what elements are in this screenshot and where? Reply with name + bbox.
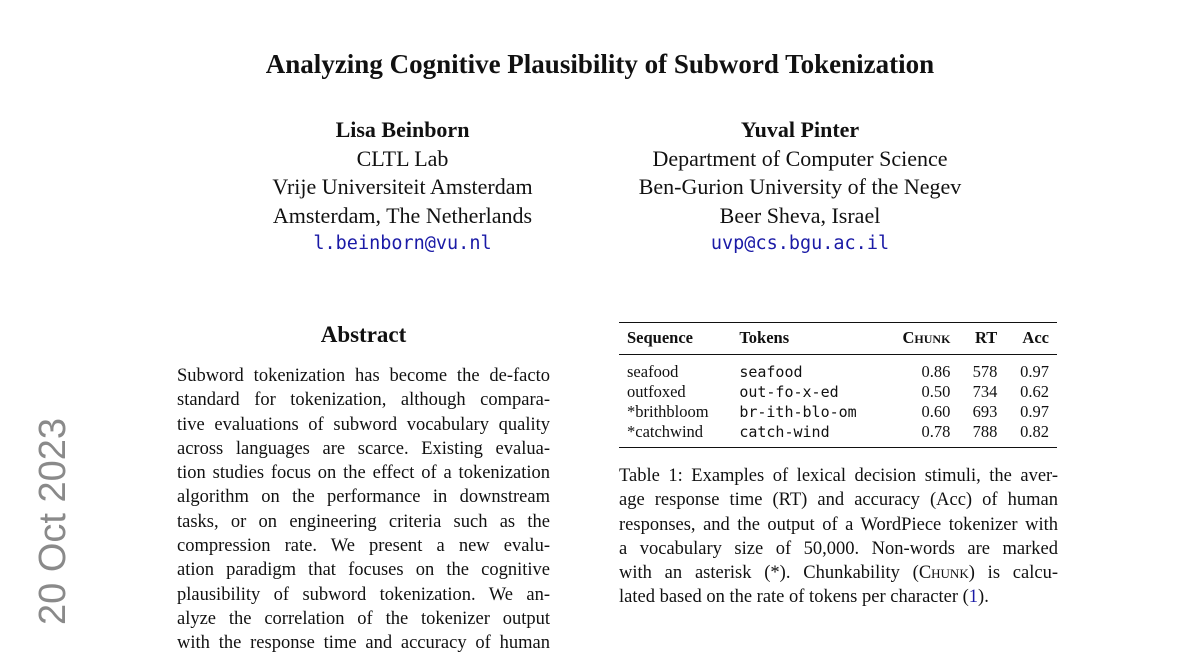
- author-block-2: [610, 116, 990, 259]
- abstract-line: alyze the correlation of the tokenizer output: [177, 608, 550, 629]
- cell-acc: 0.82: [1020, 422, 1049, 441]
- cell-chunk: 0.86: [921, 362, 951, 381]
- table-row: [619, 382, 1057, 402]
- cell-chunk: 0.50: [921, 382, 951, 401]
- caption-line: a vocabulary size of 50,000. Non-words are marked: [619, 538, 1058, 559]
- caption-text: lated based on the rate of tokens per character (: [619, 587, 969, 608]
- cell-rt: 734: [972, 382, 998, 401]
- table-header-row: [619, 323, 1057, 355]
- cell-sequence: *brithbloom: [627, 402, 709, 421]
- caption-line: Table 1: Examples of lexical decision stimuli, the aver-: [619, 466, 1058, 486]
- cell-rt: 788: [972, 422, 998, 441]
- cell-chunk: 0.78: [921, 422, 951, 441]
- header-chunk: Chunk: [902, 328, 951, 347]
- cell-tokens: seafood: [739, 363, 803, 381]
- author-email-link[interactable]: l.beinborn@vu.nl: [313, 233, 492, 254]
- abstract-body: [177, 364, 550, 656]
- cell-rt: 578: [972, 362, 998, 381]
- abstract-heading: Abstract: [320, 322, 407, 347]
- stimuli-table: [619, 322, 1057, 448]
- author-affiliation-line: Amsterdam, The Netherlands: [272, 202, 533, 228]
- cell-chunk: 0.60: [921, 402, 951, 421]
- table-row: [619, 355, 1057, 383]
- abstract-line: standard for tokenization, although compara-: [177, 390, 550, 411]
- header-sequence: Sequence: [627, 328, 693, 347]
- abstract-line: tion studies focus on the effect of a tokenization: [177, 463, 550, 484]
- abstract-line: tive evaluations of subword vocabulary quality: [177, 414, 550, 435]
- author-name: Lisa Beinborn: [335, 117, 470, 142]
- caption-line: responses, and the output of a WordPiece tokenizer with: [619, 514, 1058, 535]
- citation-link[interactable]: 1: [968, 587, 979, 608]
- abstract-line: algorithm on the performance in downstream: [177, 487, 550, 508]
- caption-line: [619, 585, 1058, 609]
- header-acc: Acc: [1022, 328, 1049, 347]
- caption-line: age response time (RT) and accuracy (Acc) of human: [619, 490, 1058, 511]
- caption-chunk-term: Chunk: [918, 563, 969, 584]
- abstract-line: plausibility of subword tokenization. We an-: [177, 584, 550, 605]
- author-block-1: [240, 116, 565, 259]
- author-affiliation-line: Beer Sheva, Israel: [719, 202, 881, 228]
- cell-sequence: outfoxed: [627, 382, 686, 401]
- table-caption: [619, 464, 1058, 610]
- arxiv-date-stamp: 20 Oct 2023: [32, 417, 74, 625]
- author-email-link[interactable]: uvp@cs.bgu.ac.il: [710, 233, 890, 254]
- author-affiliation-line: Department of Computer Science: [652, 145, 948, 171]
- cell-tokens: catch-wind: [739, 423, 830, 441]
- caption-text: with an asterisk (*). Chunkability (: [619, 563, 919, 584]
- abstract-line: compression rate. We present a new evalu-: [177, 536, 550, 557]
- author-affiliation-line: CLTL Lab: [356, 145, 449, 171]
- abstract-line: ation paradigm that focuses on the cognitive: [177, 560, 550, 581]
- abstract-line: across languages are scarce. Existing evalua-: [177, 438, 550, 459]
- table-row: [619, 422, 1057, 448]
- caption-text: ).: [978, 587, 989, 608]
- author-affiliation-line: Vrije Universiteit Amsterdam: [272, 174, 533, 199]
- abstract-line: Subword tokenization has become the de-facto: [177, 366, 550, 386]
- cell-sequence: seafood: [627, 362, 679, 381]
- cell-tokens: br-ith-blo-om: [739, 403, 857, 421]
- header-tokens: Tokens: [739, 328, 790, 347]
- cell-sequence: *catchwind: [627, 422, 704, 441]
- cell-rt: 693: [972, 402, 998, 421]
- paper-title: Analyzing Cognitive Plausibility of Subword Tokenization: [265, 49, 935, 79]
- author-name: Yuval Pinter: [740, 117, 860, 142]
- abstract-line: tasks, or on engineering criteria such as the: [177, 511, 550, 532]
- cell-acc: 0.97: [1020, 362, 1049, 381]
- cell-acc: 0.62: [1020, 382, 1049, 401]
- caption-line: [619, 561, 1058, 585]
- cell-tokens: out-fo-x-ed: [739, 383, 839, 401]
- abstract-line: with the response time and accuracy of human: [177, 633, 550, 654]
- table-row: [619, 402, 1057, 422]
- author-affiliation-line: Ben-Gurion University of the Negev: [638, 174, 962, 199]
- cell-acc: 0.97: [1020, 402, 1049, 421]
- header-rt: RT: [974, 328, 998, 347]
- caption-text: ) is calcu-: [968, 563, 1058, 584]
